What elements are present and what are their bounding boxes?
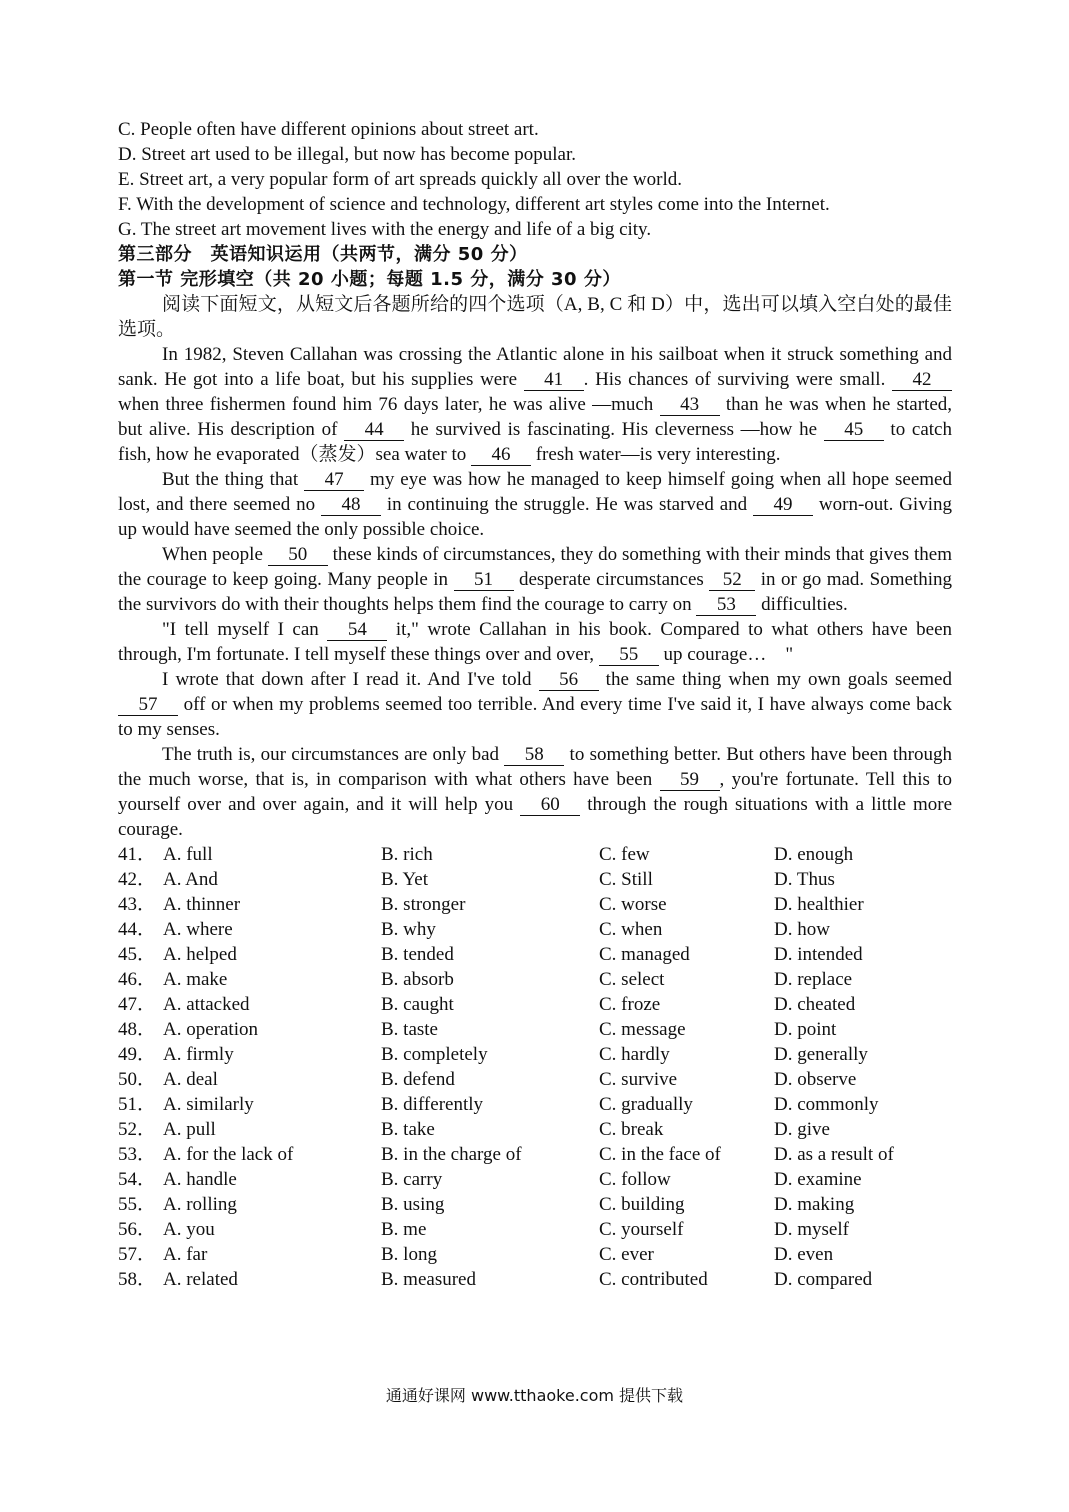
- choice-a: A. pull: [163, 1119, 216, 1140]
- question-number: 49．: [118, 1044, 157, 1065]
- instruction: 阅读下面短文，从短文后各题所给的四个选项（A, B, C 和 D）中，选出可以填入空白处的最佳选项。: [118, 294, 952, 340]
- choice-b: B. taste: [381, 1019, 438, 1040]
- blank-46: 46: [471, 445, 531, 466]
- question-row: [118, 942, 952, 967]
- choice-a: A. far: [163, 1244, 208, 1265]
- question-row: [118, 842, 952, 867]
- choice-b: B. measured: [381, 1269, 476, 1290]
- paragraph-4: "I tell myself I can 54 it," wrote Callahan in his book. Compared to what others have been through, I'm fortunate. I tell myself these things over and over, 55 up courage… ": [118, 619, 953, 665]
- choice-d: D. even: [774, 1244, 834, 1265]
- choice-c: C. few: [599, 844, 650, 865]
- page-footer: 通通好课网 www.tthaoke.com 提供下载: [385, 1386, 684, 1405]
- choice-d: D. observe: [774, 1069, 857, 1090]
- choice-d: D. enough: [774, 844, 854, 865]
- choice-a: A. attacked: [163, 994, 250, 1015]
- paragraph-6: The truth is, our circumstances are only bad 58 to something better. But others have been through the much worse, that is, in comparison with what others have been 59 , you're fortunate. Tell this to yourself over and over again, and it will help you 60 through the rough situations with a little more courage.: [118, 744, 953, 840]
- question-row: [118, 917, 952, 942]
- part-title: 第三部分 英语知识运用（共两节，满分 50 分）: [118, 244, 528, 265]
- choice-c: C. break: [599, 1119, 664, 1140]
- option-d: D. Street art used to be illegal, but now has become popular.: [118, 144, 576, 165]
- choice-b: B. rich: [381, 844, 433, 865]
- question-number: 53．: [118, 1144, 157, 1165]
- choice-d: D. how: [774, 919, 830, 940]
- blank-59: 59: [660, 770, 720, 791]
- paragraph-1: In 1982, Steven Callahan was crossing the Atlantic alone in his sailboat when it struck something and sank. He got into a life boat, but his supplies were 41 . His chances of surviving were small. 42 when three fishermen found him 76 days later, he was alive —much 43 than he was when he started, but alive. His description of 44 he survived is fascinating. His cleverness —how he 45 to catch fish, how he evaporated（蒸发）sea water to 46 fresh water—is very interesting.: [118, 344, 952, 465]
- previous-options: [118, 117, 952, 242]
- choice-c: C. message: [599, 1019, 686, 1040]
- choice-a: A. rolling: [163, 1194, 237, 1215]
- choice-d: D. examine: [774, 1169, 862, 1190]
- question-row: [118, 1192, 952, 1217]
- question-row: [118, 1092, 952, 1117]
- choice-c: C. follow: [599, 1169, 671, 1190]
- question-number: 50．: [118, 1069, 157, 1090]
- choice-d: D. point: [774, 1019, 837, 1040]
- choice-a: A. And: [163, 869, 218, 890]
- document-page: [118, 117, 952, 1292]
- choice-a: A. where: [163, 919, 233, 940]
- blank-43: 43: [660, 395, 720, 416]
- question-number: 54．: [118, 1169, 157, 1190]
- question-number: 43．: [118, 894, 157, 915]
- choice-c: C. hardly: [599, 1044, 670, 1065]
- choice-d: D. give: [774, 1119, 830, 1140]
- choice-d: D. compared: [774, 1269, 873, 1290]
- choice-c: C. worse: [599, 894, 667, 915]
- blank-52: 52: [709, 570, 755, 591]
- choice-a: A. helped: [163, 944, 237, 965]
- choice-a: A. full: [163, 844, 213, 865]
- choice-b: B. long: [381, 1244, 437, 1265]
- choice-a: A. related: [163, 1269, 238, 1290]
- choice-a: A. handle: [163, 1169, 237, 1190]
- choice-c: C. contributed: [599, 1269, 708, 1290]
- choice-c: C. managed: [599, 944, 690, 965]
- choice-b: B. defend: [381, 1069, 455, 1090]
- question-row: [118, 867, 952, 892]
- question-row: [118, 1142, 952, 1167]
- choice-b: B. tended: [381, 944, 454, 965]
- option-f: F. With the development of science and technology, different art styles come into the Internet.: [118, 194, 830, 215]
- question-row: [118, 1267, 952, 1292]
- blank-45: 45: [824, 420, 884, 441]
- choice-a: A. operation: [163, 1019, 258, 1040]
- section-title: 第一节 完形填空（共 20 小题；每题 1.5 分，满分 30 分）: [118, 269, 621, 290]
- option-g: G. The street art movement lives with the energy and life of a big city.: [118, 219, 652, 240]
- question-row: [118, 1117, 952, 1142]
- question-row: [118, 1167, 952, 1192]
- blank-51: 51: [454, 570, 514, 591]
- choice-a: A. firmly: [163, 1044, 234, 1065]
- choice-d: D. commonly: [774, 1094, 879, 1115]
- choice-c: C. Still: [599, 869, 653, 890]
- option-e: E. Street art, a very popular form of art spreads quickly all over the world.: [118, 169, 683, 190]
- blank-47: 47: [304, 470, 364, 491]
- choice-d: D. generally: [774, 1044, 868, 1065]
- question-number: 55．: [118, 1194, 157, 1215]
- question-number: 57．: [118, 1244, 157, 1265]
- choice-b: B. in the charge of: [381, 1144, 522, 1165]
- question-number: 51．: [118, 1094, 157, 1115]
- choice-d: D. as a result of: [774, 1144, 894, 1165]
- choice-c: C. when: [599, 919, 663, 940]
- question-number: 47．: [118, 994, 157, 1015]
- blank-44: 44: [344, 420, 404, 441]
- blank-50: 50: [268, 545, 328, 566]
- choice-b: B. stronger: [381, 894, 466, 915]
- choice-c: C. gradually: [599, 1094, 693, 1115]
- blank-53: 53: [696, 595, 756, 616]
- blank-56: 56: [539, 670, 599, 691]
- choice-d: D. myself: [774, 1219, 849, 1240]
- blank-58: 58: [504, 745, 564, 766]
- choice-b: B. differently: [381, 1094, 484, 1115]
- choice-d: D. Thus: [774, 869, 835, 890]
- blank-57: 57: [118, 695, 178, 716]
- choice-c: C. building: [599, 1194, 685, 1215]
- choice-d: D. making: [774, 1194, 855, 1215]
- choice-b: B. absorb: [381, 969, 454, 990]
- choice-b: B. Yet: [381, 869, 428, 890]
- question-row: [118, 992, 952, 1017]
- choice-b: B. me: [381, 1219, 427, 1240]
- question-number: 58．: [118, 1269, 157, 1290]
- blank-49: 49: [753, 495, 813, 516]
- choice-b: B. why: [381, 919, 436, 940]
- blank-55: 55: [599, 645, 659, 666]
- choice-a: A. similarly: [163, 1094, 254, 1115]
- option-c: C. People often have different opinions about street art.: [118, 119, 539, 140]
- question-row: [118, 1067, 952, 1092]
- choice-a: A. deal: [163, 1069, 218, 1090]
- question-number: 41．: [118, 844, 157, 865]
- choice-b: B. caught: [381, 994, 454, 1015]
- question-number: 44．: [118, 919, 157, 940]
- blank-54: 54: [327, 620, 387, 641]
- choice-a: A. for the lack of: [163, 1144, 294, 1165]
- choice-d: D. replace: [774, 969, 853, 990]
- question-row: [118, 967, 952, 992]
- choice-d: D. intended: [774, 944, 863, 965]
- question-number: 52．: [118, 1119, 157, 1140]
- choice-d: D. cheated: [774, 994, 856, 1015]
- blank-41: 41: [524, 370, 584, 391]
- blank-48: 48: [321, 495, 381, 516]
- choice-b: B. using: [381, 1194, 445, 1215]
- choice-c: C. survive: [599, 1069, 678, 1090]
- question-number: 48．: [118, 1019, 157, 1040]
- paragraph-5: I wrote that down after I read it. And I've told 56 the same thing when my own goals seemed 57 off or when my problems seemed too terrible. And every time I've said it, I have always come back to my senses.: [118, 669, 952, 740]
- choice-c: C. in the face of: [599, 1144, 721, 1165]
- choice-b: B. completely: [381, 1044, 488, 1065]
- blank-60: 60: [520, 795, 580, 816]
- question-number: 42．: [118, 869, 157, 890]
- choice-b: B. take: [381, 1119, 435, 1140]
- question-row: [118, 892, 952, 917]
- choice-b: B. carry: [381, 1169, 443, 1190]
- paragraph-2: But the thing that 47 my eye was how he managed to keep himself going when all hope seemed lost, and there seemed no 48 in continuing the struggle. He was starved and 49 worn-out. Giving up would have seemed the only possible choice.: [118, 469, 952, 540]
- question-row: [118, 1217, 952, 1242]
- choice-a: A. thinner: [163, 894, 241, 915]
- question-row: [118, 1017, 952, 1042]
- choice-c: C. froze: [599, 994, 661, 1015]
- question-number: 46．: [118, 969, 157, 990]
- question-row: [118, 1042, 952, 1067]
- question-number: 56．: [118, 1219, 157, 1240]
- choice-c: C. ever: [599, 1244, 654, 1265]
- blank-42: 42: [892, 370, 952, 391]
- choice-a: A. you: [163, 1219, 215, 1240]
- question-number: 45．: [118, 944, 157, 965]
- choice-c: C. select: [599, 969, 665, 990]
- paragraph-3: When people 50 these kinds of circumstances, they do something with their minds that gives them the courage to keep going. Many people in 51 desperate circumstances 52 in or go mad. Something the survivors do with their thoughts helps them find the courage to carry on 53 difficulties.: [118, 544, 953, 615]
- question-row: [118, 1242, 952, 1267]
- choice-c: C. yourself: [599, 1219, 684, 1240]
- choice-d: D. healthier: [774, 894, 864, 915]
- question-options: [118, 842, 952, 1292]
- choice-a: A. make: [163, 969, 228, 990]
